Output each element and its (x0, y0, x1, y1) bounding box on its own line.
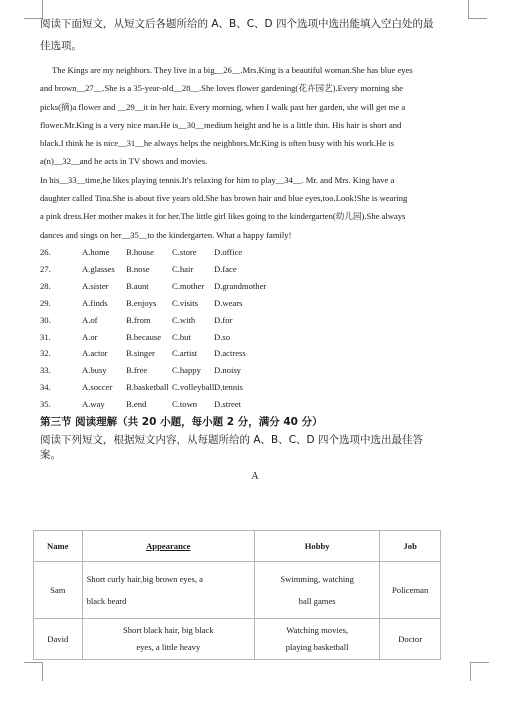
option-b: B.from (126, 314, 151, 325)
cloze-instructions (40, 13, 470, 57)
option-row-34 (40, 379, 470, 396)
option-row-31 (40, 329, 470, 346)
question-number: 34. (40, 382, 51, 393)
option-a: A.soccer (82, 382, 113, 393)
option-row-30 (40, 312, 470, 329)
option-d: D.grandmother (214, 280, 267, 291)
passage-line: black.I think he is nice__31__he always helps the neighbors.Mr.King is often busy with his work.He is (40, 138, 394, 149)
option-row-32 (40, 345, 470, 362)
passage-line: a(n)__32__and he acts in TV shows and movies. (40, 156, 208, 167)
question-number: 35. (40, 399, 51, 410)
option-row-28 (40, 278, 470, 295)
column-header-name: Name (34, 531, 83, 562)
option-d: D.face (214, 263, 237, 274)
option-c: C.volleyball (172, 382, 215, 393)
hobby-line: playing basketball (285, 642, 349, 652)
hobby-line: Swimming, watching (280, 574, 354, 584)
instructions-line-2: 佳选项。 (40, 40, 82, 52)
appearance-line: eyes, a little heavy (136, 642, 201, 652)
option-row-29 (40, 295, 470, 312)
option-c: C.hair (172, 263, 194, 274)
option-row-26 (40, 244, 470, 261)
column-header-job: Job (380, 531, 441, 562)
cell-job: Doctor (380, 619, 441, 660)
cell-name: David (34, 619, 83, 660)
option-c: C.visits (172, 297, 199, 308)
passage-line: picks(摘)a flower and __29__it in her hair. Every morning, when I walk past her garden, she will get me a (40, 101, 406, 112)
cell-appearance (82, 619, 254, 660)
option-d: D.noisy (214, 365, 241, 376)
passage-line: In his__33__time,he likes playing tennis.It's relaxing for him to play__34__. Mr. and Mrs. King have a (40, 174, 395, 185)
option-b: B.singer (126, 348, 155, 359)
passage-line: dances and sings on her__35__to the kindergarten. What a happy family! (40, 229, 292, 240)
passage-label: A (251, 471, 259, 483)
option-c: C.artist (172, 348, 198, 359)
reading-instructions-line-2: 案。 (40, 449, 61, 462)
option-a: A.glasses (82, 263, 115, 274)
column-header-appearance: Appearance (82, 531, 254, 562)
question-number: 28. (40, 280, 51, 291)
passage-line: flower.Mr.King is a very nice man.He is__30__medium height and he is a little thin. His hair is short and (40, 119, 402, 130)
option-a: A.busy (82, 365, 107, 376)
cell-appearance (82, 562, 254, 619)
table-row (34, 619, 441, 660)
cell-hobby (254, 619, 379, 660)
question-number: 31. (40, 331, 51, 342)
instructions-line-1: 阅读下面短文，从短文后各题所给的 A、B、C、D 四个选项中选出能填入空白处的最 (40, 18, 434, 30)
option-d: D.so (214, 331, 230, 342)
question-number: 33. (40, 365, 51, 376)
question-number: 30. (40, 314, 51, 325)
option-c: C.town (172, 399, 198, 410)
option-b: B.basketball (126, 382, 169, 393)
cell-hobby (254, 562, 379, 619)
option-a: A.finds (82, 297, 108, 308)
hobby-line: ball games (298, 596, 336, 606)
appearance-line: black beard (86, 596, 127, 606)
option-a: A.way (82, 399, 105, 410)
option-d: D.wears (214, 297, 243, 308)
option-d: D.tennis (214, 382, 243, 393)
option-d: D.street (214, 399, 241, 410)
reading-instructions (40, 433, 470, 463)
option-c: C.happy (172, 365, 201, 376)
option-a: A.of (82, 314, 98, 325)
passage-line: The Kings are my neighbors. They live in a big__26__.Mrs.King is a beautiful woman.She has blue eyes (52, 65, 413, 75)
option-row-35 (40, 396, 470, 413)
appearance-line: Short black hair, big black (122, 625, 214, 635)
option-b: B.nose (126, 263, 150, 274)
hobby-line: Watching movies, (286, 625, 349, 635)
question-number: 29. (40, 297, 51, 308)
passage-line: daughter called Tina.She is about five years old.She has brown hair and blue eyes,too.Look!She is wearing (40, 193, 408, 204)
question-number: 26. (40, 246, 51, 257)
reading-instructions-line-1: 阅读下列短文，根据短文内容，从每题所给的 A、B、C、D 四个选项中选出最佳答 (40, 434, 423, 447)
option-c: C.mother (172, 280, 205, 291)
option-b: B.because (126, 331, 162, 342)
cloze-passage (40, 61, 470, 244)
option-a: A.actor (82, 348, 108, 359)
section-title: 第三节 阅读理解（共 20 小题，每小题 2 分，满分 40 分） (40, 416, 323, 429)
option-row-33 (40, 362, 470, 379)
option-c: C.with (172, 314, 196, 325)
option-row-27 (40, 261, 470, 278)
passage-line: a pink dress.Her mother makes it for her.The little girl likes going to the kindergarten(幼儿园).She always (40, 211, 406, 222)
option-c: C.but (172, 331, 191, 342)
cell-name: Sam (34, 562, 83, 619)
option-d: D.office (214, 246, 243, 257)
cell-job: Policeman (380, 562, 441, 619)
option-b: B.house (126, 246, 154, 257)
option-b: B.free (126, 365, 148, 376)
option-d: D.actress (214, 348, 246, 359)
appearance-line: Short curly hair,big brown eyes, a (86, 574, 203, 584)
column-header-hobby: Hobby (254, 531, 379, 562)
crop-mark-bottom-left (24, 662, 43, 681)
question-number: 32. (40, 348, 51, 359)
option-a: A.or (82, 331, 98, 342)
crop-mark-bottom-right (470, 662, 489, 681)
option-a: A.sister (82, 280, 109, 291)
cloze-options (40, 244, 470, 413)
option-b: B.end (126, 399, 147, 410)
passage-line: and brown__27__.She is a 35-year-old__28__.She loves flower gardening(花卉园艺).Every morning she (40, 83, 404, 94)
option-b: B.enjoys (126, 297, 157, 308)
option-a: A.home (82, 246, 110, 257)
option-d: D.for (214, 314, 233, 325)
info-table (33, 530, 441, 660)
exam-page (40, 13, 470, 482)
option-c: C.store (172, 246, 197, 257)
table-header-row (34, 531, 441, 562)
question-number: 27. (40, 263, 51, 274)
crop-mark-top-right (468, 0, 487, 19)
option-b: B.aunt (126, 280, 149, 291)
table-row (34, 562, 441, 619)
